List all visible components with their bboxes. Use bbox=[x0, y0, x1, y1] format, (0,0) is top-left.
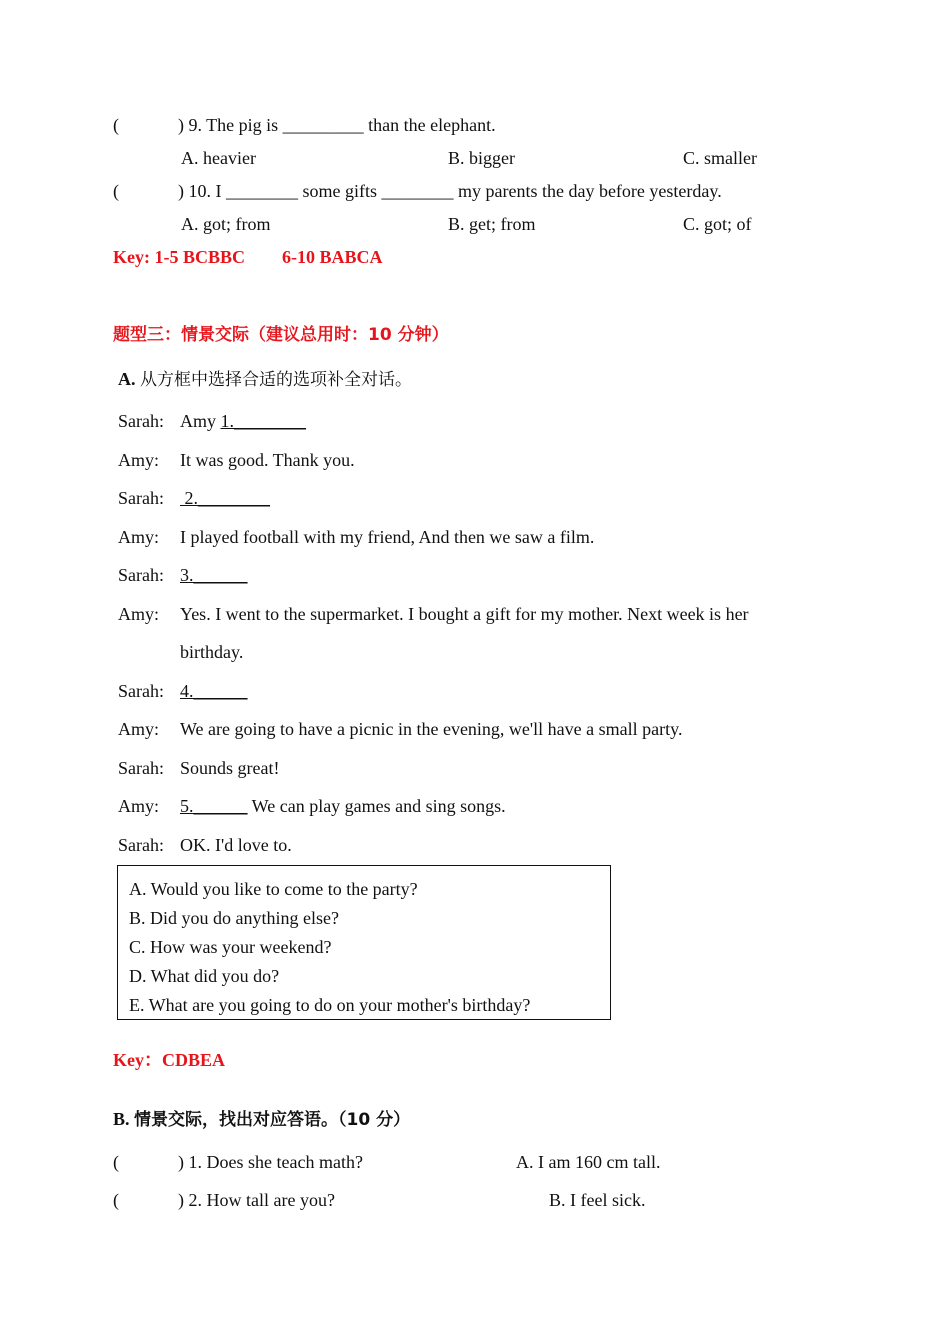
dialogue-speaker-3: Sarah: bbox=[118, 488, 164, 508]
section3-title: 题型三：情景交际（建议总用时：10 分钟） bbox=[113, 325, 449, 345]
box-option-b: B. Did you do anything else? bbox=[129, 908, 339, 928]
partA-heading bbox=[118, 368, 412, 391]
q10-option-b: B. get; from bbox=[448, 214, 536, 234]
mcq-key-1-5: Key: 1-5 BCBBC bbox=[113, 247, 245, 267]
partB-item-1-paren: ( bbox=[113, 1152, 119, 1172]
dialogue-line-7 bbox=[180, 680, 248, 702]
partB-heading-text: 情景交际，找出对应答语。（10 分） bbox=[134, 1110, 411, 1130]
q9-option-c: C. smaller bbox=[683, 148, 757, 168]
partA-heading-letter: A. bbox=[118, 369, 136, 389]
dialogue-line-2: It was good. Thank you. bbox=[180, 450, 355, 470]
dialogue-speaker-1: Sarah: bbox=[118, 411, 164, 431]
dialogue-line-8: We are going to have a picnic in the evening, we'll have a small party. bbox=[180, 719, 683, 739]
options-box bbox=[117, 865, 611, 1020]
q9-paren-open: ( bbox=[113, 115, 119, 135]
box-option-d: D. What did you do? bbox=[129, 966, 280, 986]
box-option-c: C. How was your weekend? bbox=[129, 937, 332, 957]
partB-heading bbox=[113, 1108, 410, 1131]
partA-heading-text: 从方框中选择合适的选项补全对话。 bbox=[140, 370, 412, 390]
dialogue-speaker-7: Sarah: bbox=[118, 681, 164, 701]
blank-3: 3.______ bbox=[180, 565, 248, 585]
dialogue-line-10 bbox=[180, 795, 506, 817]
dialogue-speaker-2: Amy: bbox=[118, 450, 160, 470]
partB-item-1-answer: A. I am 160 cm tall. bbox=[516, 1152, 661, 1172]
box-option-a: A. Would you like to come to the party? bbox=[129, 879, 418, 899]
q9-stem: ) 9. The pig is _________ than the elephant. bbox=[178, 115, 496, 135]
partB-item-2-answer: B. I feel sick. bbox=[549, 1190, 646, 1210]
q10-paren-open: ( bbox=[113, 181, 119, 201]
dialogue-line-6: Yes. I went to the supermarket. I bought a gift for my mother. Next week is her bbox=[180, 604, 749, 624]
blank-4: 4.______ bbox=[180, 681, 248, 701]
dialogue-speaker-10: Amy: bbox=[118, 796, 160, 816]
partB-heading-letter: B. bbox=[113, 1109, 130, 1129]
dialogue-line-5 bbox=[180, 564, 248, 586]
dialogue-speaker-4: Amy: bbox=[118, 527, 160, 547]
q10-stem: ) 10. I ________ some gifts ________ my parents the day before yesterday. bbox=[178, 181, 722, 201]
q10-option-c: C. got; of bbox=[683, 214, 752, 234]
q10-option-a: A. got; from bbox=[181, 214, 271, 234]
dialogue-speaker-5: Sarah: bbox=[118, 565, 164, 585]
dialogue-line-4: I played football with my friend, And then we saw a film. bbox=[180, 527, 595, 547]
dialogue-speaker-11: Sarah: bbox=[118, 835, 164, 855]
dialogue-line-10-text: We can play games and sing songs. bbox=[247, 796, 506, 816]
blank-2: 2.________ bbox=[180, 488, 270, 508]
dialogue-line-1 bbox=[180, 410, 306, 432]
dialogue-line-3 bbox=[180, 487, 270, 509]
q9-option-a: A. heavier bbox=[181, 148, 256, 168]
blank-1: 1.________ bbox=[220, 411, 306, 431]
partA-key: Key：CDBEA bbox=[113, 1050, 225, 1070]
dialogue-speaker-6: Amy: bbox=[118, 604, 160, 624]
partB-item-1-question: ) 1. Does she teach math? bbox=[178, 1152, 363, 1172]
partB-item-2-paren: ( bbox=[113, 1190, 119, 1210]
blank-5: 5.______ bbox=[180, 796, 248, 816]
dialogue-line-6-continuation: birthday. bbox=[180, 642, 244, 662]
dialogue-line-1-prefix: Amy bbox=[180, 411, 221, 431]
dialogue-line-9: Sounds great! bbox=[180, 758, 280, 778]
partB-item-2-question: ) 2. How tall are you? bbox=[178, 1190, 335, 1210]
q9-option-b: B. bigger bbox=[448, 148, 515, 168]
dialogue-speaker-9: Sarah: bbox=[118, 758, 164, 778]
mcq-key-6-10: 6-10 BABCA bbox=[282, 247, 383, 267]
box-option-e: E. What are you going to do on your mother's birthday? bbox=[129, 995, 531, 1015]
dialogue-line-11: OK. I'd love to. bbox=[180, 835, 292, 855]
dialogue-speaker-8: Amy: bbox=[118, 719, 160, 739]
